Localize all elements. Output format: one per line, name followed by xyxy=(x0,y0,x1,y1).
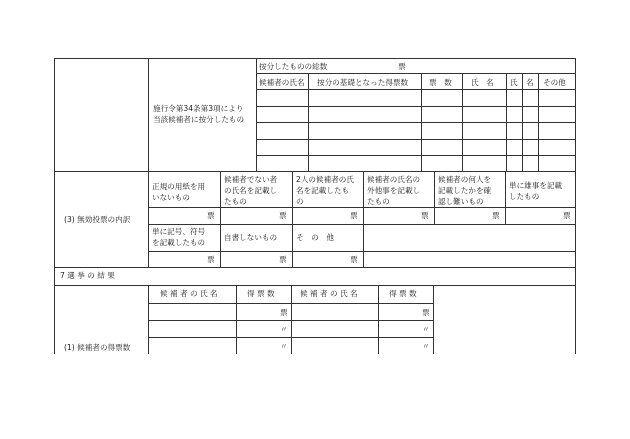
invalid-cat3-l2: 名を記載したも xyxy=(296,186,350,195)
rule-invalid-unit1 xyxy=(148,207,575,208)
rule-invalid-c5 xyxy=(505,171,506,224)
rule-left xyxy=(54,58,55,354)
rule-section7-bottom xyxy=(54,285,575,286)
invalid-label: (3) 無効投票の内訳 xyxy=(64,215,131,224)
invalid-cat2-l2: の氏名を記載し xyxy=(224,186,278,195)
apportion-header-basis: 按分の基礎となった得票数 xyxy=(317,78,409,87)
rule-apportion-row3 xyxy=(256,122,575,123)
results-header-name-2: 候 補 者 の 氏 名 xyxy=(300,289,358,298)
rule-invalid-bottom xyxy=(54,267,575,268)
rule-label-col-results xyxy=(148,285,149,354)
invalid-unit-7: 票 xyxy=(207,255,215,264)
apportion-header-other: その他 xyxy=(543,78,566,87)
results-header-votes-1: 得 票 数 xyxy=(247,289,275,298)
apportion-total-label: 按分したものの総数 xyxy=(259,62,328,71)
invalid-cat3-l3: の xyxy=(296,197,304,206)
rule-apportion-c3 xyxy=(462,73,463,171)
invalid-cat4-l3: たもの xyxy=(367,197,390,206)
invalid-unit-1: 票 xyxy=(207,211,215,220)
apportion-total-unit: 票 xyxy=(398,62,406,71)
invalid-unit-5: 票 xyxy=(492,211,500,220)
invalid-cat7-l2: を記載したもの xyxy=(152,238,206,247)
invalid-unit-9: 票 xyxy=(350,255,358,264)
invalid-cat6-l2: したもの xyxy=(509,192,540,201)
rule-invalid-row2 xyxy=(148,224,575,225)
rule-apportion-c6 xyxy=(538,73,539,171)
invalid-cat4-l2: 外他事を記載し xyxy=(367,186,421,195)
invalid-cat5-l2: 記載したかを確 xyxy=(438,186,492,195)
rule-apportion-row5 xyxy=(256,155,575,156)
rule-apportion-row4 xyxy=(256,139,575,140)
rule-apportion-row1 xyxy=(256,89,575,90)
results-label: (1) 候補者の得票数 xyxy=(64,343,131,352)
rule-invalid-c2 xyxy=(292,171,293,267)
rule-results-c3 xyxy=(378,285,379,354)
rule-apportion-c1 xyxy=(308,73,309,171)
apportion-label-line1: 施行令第34条第3項により xyxy=(153,104,244,113)
rule-invalid-c4 xyxy=(434,171,435,224)
results-unit-1: 票 xyxy=(280,308,288,317)
invalid-cat1-l2: いないもの xyxy=(152,193,190,202)
section7-title: 7 選 挙 の 結 果 xyxy=(60,271,115,280)
invalid-cat7-l1: 単に記号、符号 xyxy=(152,227,206,236)
rule-label-col xyxy=(148,58,149,267)
rule-invalid-c3 xyxy=(363,171,364,267)
invalid-cat2-l1: 候補者でない者 xyxy=(224,175,278,184)
results-header-votes-2: 得 票 数 xyxy=(389,289,417,298)
invalid-cat8: 自書しないもの xyxy=(224,233,278,242)
invalid-cat6-l1: 単に雄事を記載 xyxy=(509,181,563,190)
apportion-header-fullname: 氏 名 xyxy=(471,78,494,87)
rule-apportion-c4 xyxy=(506,73,507,171)
invalid-unit-4: 票 xyxy=(421,211,429,220)
results-ditto-4: 〃 xyxy=(422,342,430,351)
apportion-label-line2: 当該候補者に按分したもの xyxy=(153,115,245,124)
rule-results-c4 xyxy=(433,285,434,354)
apportion-header-count: 票 数 xyxy=(429,78,452,87)
invalid-cat5-l1: 候補者の何人を xyxy=(438,175,492,184)
results-header-name-1: 候 補 者 の 氏 名 xyxy=(160,289,218,298)
invalid-cat9: そ の 他 xyxy=(296,233,334,242)
invalid-cat5-l3: 認し難いもの xyxy=(438,197,484,206)
invalid-unit-2: 票 xyxy=(279,211,287,220)
apportion-header-given: 名 xyxy=(526,78,534,87)
invalid-cat4-l1: 候補者の氏名の xyxy=(367,175,421,184)
invalid-unit-6: 票 xyxy=(563,211,571,220)
rule-apportion-c5 xyxy=(522,73,523,171)
invalid-cat1-l1: 正規の用紙を用 xyxy=(152,182,206,191)
rule-results-c2 xyxy=(291,285,292,354)
invalid-unit-8: 票 xyxy=(279,255,287,264)
invalid-cat3-l1: 2人の候補者の氏 xyxy=(296,175,354,184)
rule-results-c1 xyxy=(236,285,237,354)
rule-invalid-c1 xyxy=(220,171,221,267)
invalid-unit-3: 票 xyxy=(350,211,358,220)
rule-invalid-top xyxy=(54,171,575,172)
results-unit-2: 票 xyxy=(422,308,430,317)
rule-invalid-unit2 xyxy=(148,251,575,252)
rule-apportion-label xyxy=(256,58,257,171)
rule-apportion-row2 xyxy=(256,106,575,107)
rule-right xyxy=(575,58,576,354)
rule-apportion-c2 xyxy=(421,73,422,171)
apportion-header-surname: 氏 xyxy=(510,78,518,87)
results-ditto-3: 〃 xyxy=(280,342,288,351)
results-ditto-2: 〃 xyxy=(422,325,430,334)
invalid-cat2-l3: たもの xyxy=(224,197,247,206)
rule-apportion-header xyxy=(256,73,575,74)
results-ditto-1: 〃 xyxy=(280,325,288,334)
apportion-header-name: 候補者の氏名 xyxy=(259,78,305,87)
rule-top xyxy=(54,58,575,59)
